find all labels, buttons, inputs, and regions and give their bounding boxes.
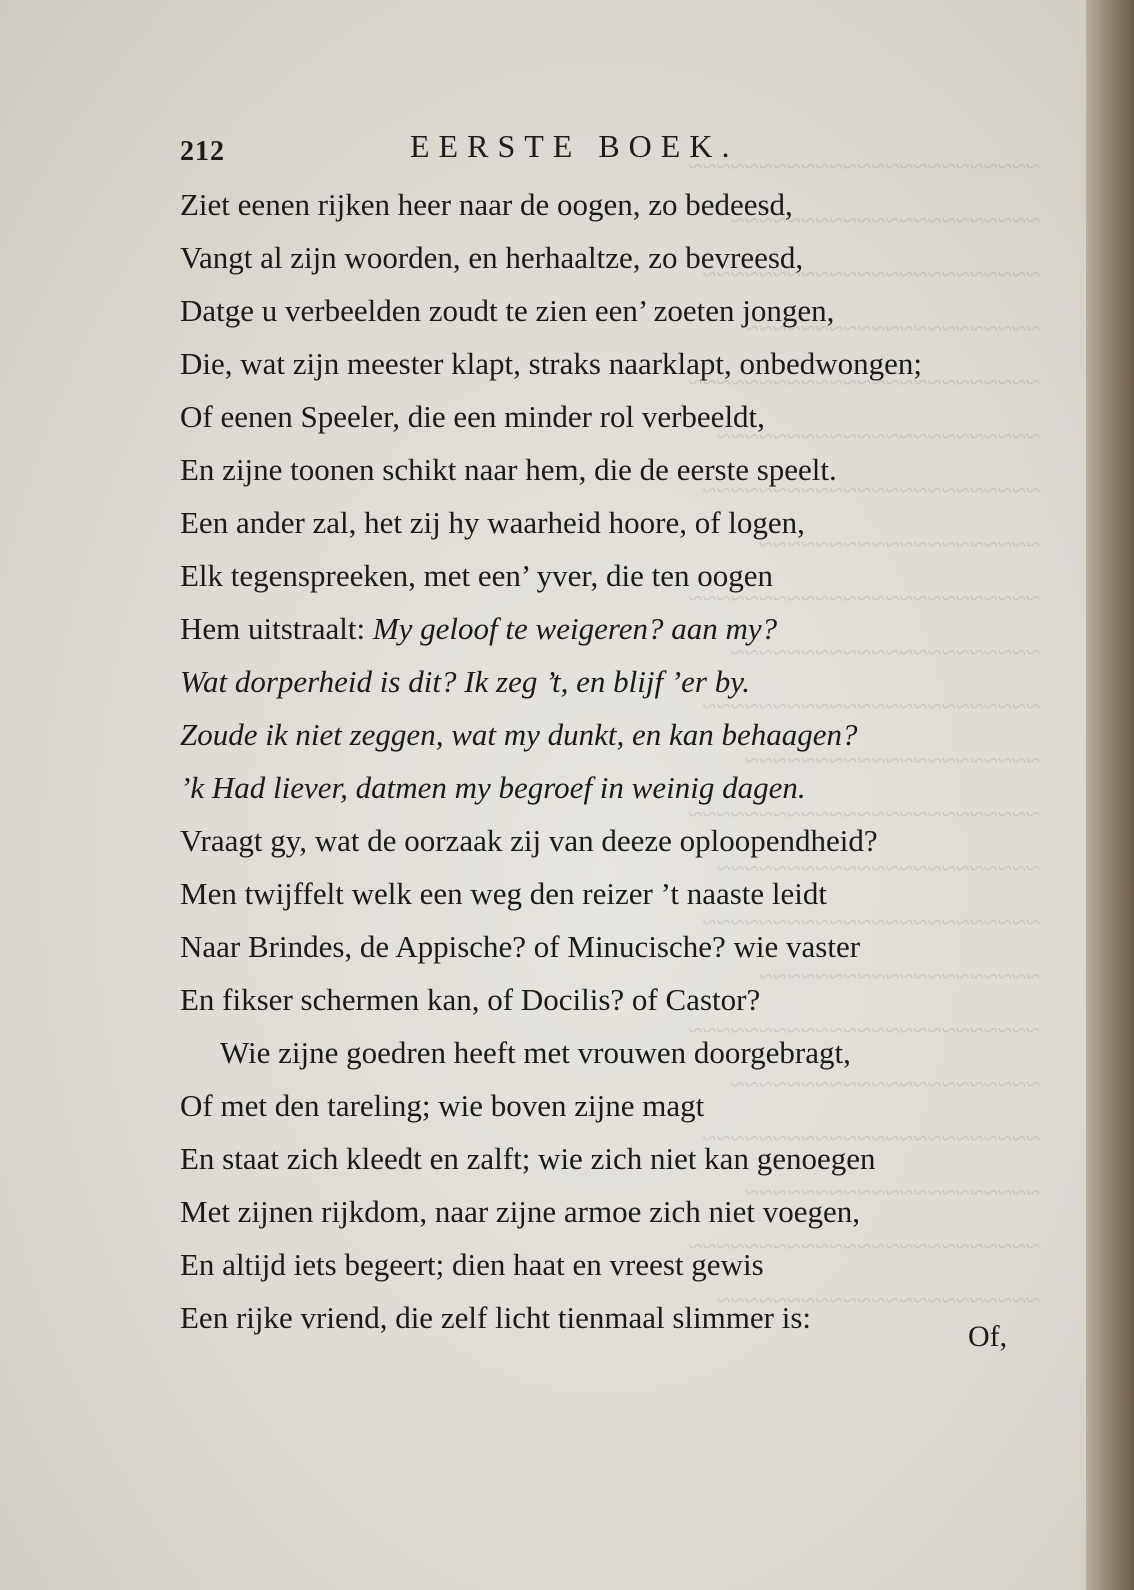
verse-text: Datge u verbeelden zoudt te zien een’ zoeten jongen, (180, 293, 835, 328)
verse-line (180, 231, 1030, 284)
verse-line (180, 708, 1030, 761)
verse-line (180, 655, 1030, 708)
verse-text: Ziet eenen rijken heer naar de oogen, zo bedeesd, (180, 187, 793, 222)
verse-text: Vraagt gy, wat de oorzaak zij van deeze oploopendheid? (180, 823, 878, 858)
verse-text: Hem uitstraalt: (180, 611, 373, 646)
verse-line (180, 284, 1030, 337)
verse-text: Met zijnen rijkdom, naar zijne armoe zich niet voegen, (180, 1194, 861, 1229)
verse-line (180, 1185, 1030, 1238)
catchword: Of, (968, 1320, 1008, 1353)
verse-text: En staat zich kleedt en zalft; wie zich niet kan genoegen (180, 1141, 876, 1176)
verse-line (180, 761, 1030, 814)
verse-line (180, 496, 1030, 549)
verse-line (180, 1238, 1030, 1291)
verse-text: Of met den tareling; wie boven zijne magt (180, 1088, 705, 1123)
verse-text: Wie zijne goedren heeft met vrouwen doorgebragt, (220, 1035, 851, 1070)
page-number: 212 (180, 136, 225, 167)
verse-text: Een ander zal, het zij hy waarheid hoore, of logen, (180, 505, 805, 540)
page-header (180, 128, 960, 174)
verse-line (180, 867, 1030, 920)
page-edge (1086, 0, 1134, 1590)
verse-body (180, 178, 1030, 1344)
verse-italic-text: Zoude ik niet zeggen, wat my dunkt, en kan behaagen? (180, 717, 858, 752)
verse-line (180, 1079, 1030, 1132)
verse-text: En zijne toonen schikt naar hem, die de eerste speelt. (180, 452, 837, 487)
show-through-text: ~~~~~~~~~~~~~~~~~~~~~~~~~ ~~~~~~~~~~~~~~~~~~~~~~ ~~~~~~~~~~~~~~~~~~~~~~~~ ~~~~~~~~~~~~~~~~~~~~~ ~~~~~~~~~~~~~~~~~~~~~~~~~ ~~~~~~~~~~~~~~~~~~~~~~~ ~~~~~~~~~~~~~~~~~~~~~~~~ ~~~~~~~~~~~~~~~~~~~~ ~~~~~~~~~~~~~~~~~~~~~~~~~ ~~~~~~~~~~~~~~~~~~~~~~ ~~~~~~~~~~~~~~~~~~~~~~~~ ~~~~~~~~~~~~~~~~~~~~~ ~~~~~~~~~~~~~~~~~~~~~~~~~ ~~~~~~~~~~~~~~~~~~~~~~~ ~~~~~~~~~~~~~~~~~~~~~~~~ ~~~~~~~~~~~~~~~~~~~~ ~~~~~~~~~~~~~~~~~~~~~~~~~ ~~~~~~~~~~~~~~~~~~~~~~ ~~~~~~~~~~~~~~~~~~~~~~~~ ~~~~~~~~~~~~~~~~~~~~~ ~~~~~~~~~~~~~~~~~~~~~~~~~ ~~~~~~~~~~~~~~~~~~~~~~~ (688, 152, 1040, 1315)
verse-line (180, 337, 1030, 390)
verse-text: Of eenen Speeler, die een minder rol verbeeldt, (180, 399, 765, 434)
verse-text: Die, wat zijn meester klapt, straks naarklapt, onbedwongen; (180, 346, 923, 381)
verse-line (180, 549, 1030, 602)
verse-text: En fikser schermen kan, of Docilis? of Castor? (180, 982, 761, 1017)
verse-line (180, 814, 1030, 867)
verse-text: Naar Brindes, de Appische? of Minucische? wie vaster (180, 929, 861, 964)
verse-line (180, 602, 1030, 655)
verse-line (180, 390, 1030, 443)
verse-line (180, 1132, 1030, 1185)
verse-text: Men twijffelt welk een weg den reizer ’t naaste leidt (180, 876, 828, 911)
verse-line (180, 973, 1030, 1026)
verse-line (180, 178, 1030, 231)
verse-italic-text: My geloof te weigeren? aan my? (372, 611, 778, 646)
verse-line (180, 1291, 1030, 1344)
verse-text: Een rijke vriend, die zelf licht tienmaal slimmer is: (180, 1300, 811, 1335)
verse-line (180, 1026, 1030, 1079)
verse-italic-text: ’k Had liever, datmen my begroef in weinig dagen. (180, 770, 806, 805)
verse-text: Elk tegenspreeken, met een’ yver, die ten oogen (180, 558, 773, 593)
verse-italic-text: Wat dorperheid is dit? Ik zeg ’t, en blijf ’er by. (180, 664, 751, 699)
verse-text: Vangt al zijn woorden, en herhaaltze, zo bevreesd, (180, 240, 804, 275)
verse-line (180, 443, 1030, 496)
running-title: EERSTE BOEK. (410, 128, 739, 164)
verse-line (180, 920, 1030, 973)
verse-text: En altijd iets begeert; dien haat en vreest gewis (180, 1247, 764, 1282)
